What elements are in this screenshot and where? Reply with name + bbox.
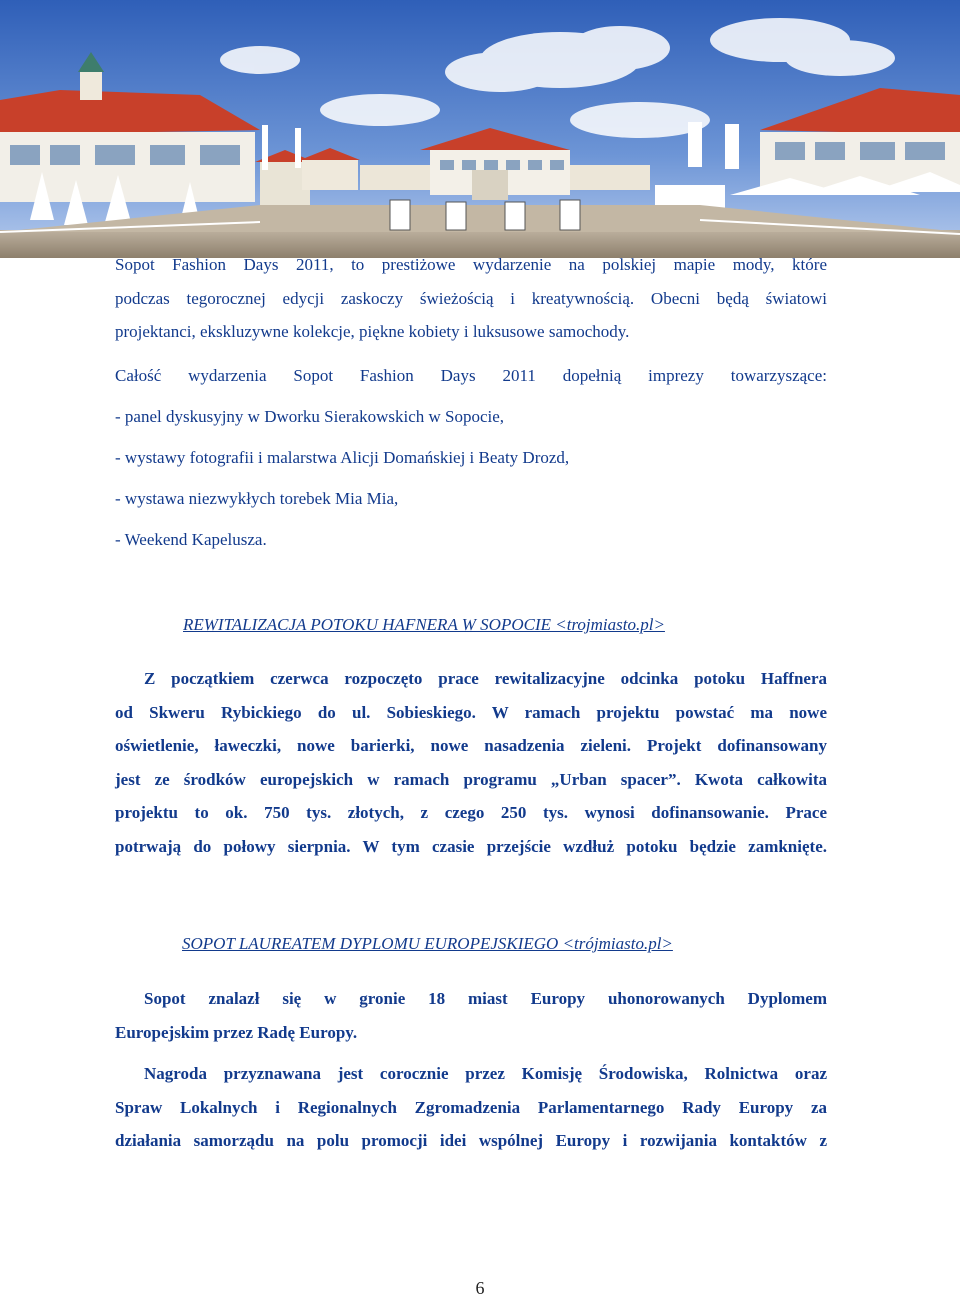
page-number: 6 — [475, 1278, 485, 1298]
event-item: - Weekend Kapelusza. — [115, 530, 267, 549]
body-line: od Skweru Rybickiego do ul. Sobieskiego. W ramach projektu powstać ma nowe — [115, 702, 827, 722]
body-line: projektu to ok. 750 tys. złotych, z czego 250 tys. wynosi dofinansowanie. Prace — [115, 803, 827, 822]
pier-illustration — [0, 0, 960, 258]
intro-line: Sopot Fashion Days 2011, to prestiżowe wydarzenie na polskiej mapie mody, które — [115, 255, 827, 274]
intro-line: projektanci, ekskluzywne kolekcje, piękne kobiety i luksusowe samochody. — [115, 322, 630, 341]
event-item: - wystawy fotografii i malarstwa Alicji Domańskiej i Beaty Drozd, — [115, 448, 570, 467]
body-line: Sopot znalazł się w gronie 18 miast Europy uhonorowanych Dyplomem — [144, 989, 827, 1008]
body-line: Z początkiem czerwca rozpoczęto prace rewitalizacyjne odcinka potoku Haffnera — [144, 669, 827, 688]
header-photo — [0, 0, 960, 258]
section-heading-rewitalizacja: REWITALIZACJA POTOKU HAFNERA W SOPOCIE <trojmiasto.pl> — [183, 615, 665, 634]
body-line: Spraw Lokalnych i Regionalnych Zgromadzenia Parlamentarnego Rady Europy za — [115, 1097, 827, 1117]
section1-body — [115, 662, 827, 863]
events-lead: Całość wydarzenia Sopot Fashion Days 2011 dopełnią imprezy towarzyszące: — [115, 366, 827, 385]
section2-para1 — [115, 982, 827, 1049]
intro-paragraph — [115, 248, 827, 349]
body-line: Nagroda przyznawana jest corocznie przez Komisję Środowiska, Rolnictwa oraz — [144, 1064, 827, 1083]
body-line: Europejskim przez Radę Europy. — [115, 1022, 358, 1042]
body-line: działania samorządu na polu promocji idei wspólnej Europy i rozwijania kontaktów z — [115, 1131, 827, 1150]
event-item: - wystawa niezwykłych torebek Mia Mia, — [115, 489, 399, 508]
events-block — [115, 355, 827, 560]
body-line: oświetlenie, ławeczki, nowe barierki, nowe nasadzenia zieleni. Projekt dofinansowany — [115, 736, 827, 755]
body-line: potrwają do połowy sierpnia. W tym czasie przejście wzdłuż potoku będzie zamknięte. — [115, 836, 827, 856]
section-heading-dyplom: SOPOT LAUREATEM DYPLOMU EUROPEJSKIEGO <trójmiasto.pl> — [182, 934, 673, 953]
intro-line: podczas tegorocznej edycji zaskoczy świeżością i kreatywnością. Obecni będą światowi — [115, 288, 827, 308]
event-item: - panel dyskusyjny w Dworku Sierakowskich w Sopocie, — [115, 407, 505, 426]
body-line: jest ze środków europejskich w ramach programu „Urban spacer”. Kwota całkowita — [115, 769, 827, 789]
section2-para2 — [115, 1057, 827, 1158]
